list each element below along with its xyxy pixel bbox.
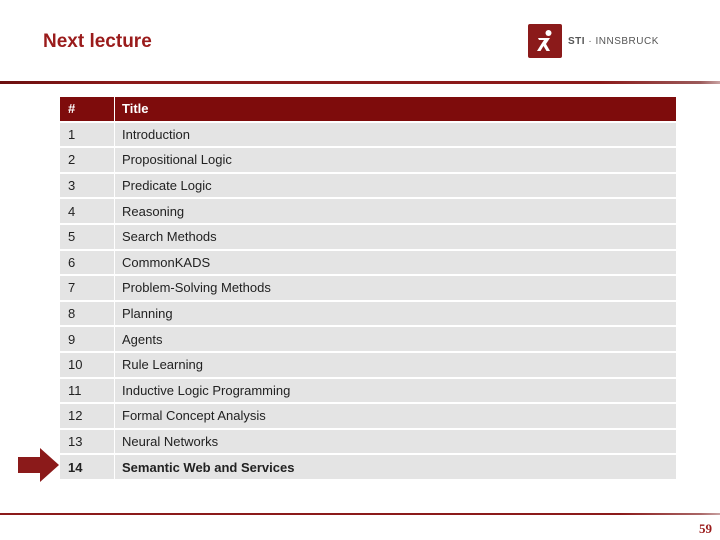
lecture-title: Predicate Logic	[115, 174, 676, 198]
table-row	[60, 148, 676, 172]
lecture-number: 14	[60, 455, 114, 479]
lecture-number: 10	[60, 353, 114, 377]
table-row	[60, 123, 676, 147]
lecture-title: Planning	[115, 302, 676, 326]
lecture-title: Neural Networks	[115, 430, 676, 454]
lecture-title: Propositional Logic	[115, 148, 676, 172]
right-arrow-icon	[18, 446, 60, 484]
lecture-title: Agents	[115, 327, 676, 351]
lecture-number: 6	[60, 251, 114, 275]
lecture-number: 5	[60, 225, 114, 249]
table-row	[60, 276, 676, 300]
lecture-title: Formal Concept Analysis	[115, 404, 676, 428]
bottom-divider	[0, 513, 720, 515]
table-row	[60, 327, 676, 351]
page-number: 59	[699, 521, 712, 536]
logo-separator: ·	[588, 35, 593, 47]
table-row	[60, 225, 676, 249]
table-row	[60, 430, 676, 454]
sti-person-icon	[528, 24, 562, 58]
top-divider	[0, 81, 720, 84]
logo-text	[568, 36, 659, 47]
lecture-number: 9	[60, 327, 114, 351]
lecture-number: 12	[60, 404, 114, 428]
lecture-number: 3	[60, 174, 114, 198]
column-header-title: Title	[115, 97, 676, 121]
logo-location: INNSBRUCK	[595, 35, 659, 47]
sti-logo	[528, 24, 659, 58]
column-header-number: #	[60, 97, 114, 121]
lecture-number: 1	[60, 123, 114, 147]
lecture-number: 11	[60, 379, 114, 403]
lecture-number: 4	[60, 199, 114, 223]
table-row	[60, 251, 676, 275]
table-row	[60, 353, 676, 377]
lecture-title: Inductive Logic Programming	[115, 379, 676, 403]
lecture-title: Rule Learning	[115, 353, 676, 377]
lecture-number: 7	[60, 276, 114, 300]
table-row	[60, 404, 676, 428]
table-header-row	[60, 97, 676, 121]
table-row	[60, 379, 676, 403]
lecture-number: 2	[60, 148, 114, 172]
table-row-current	[60, 455, 676, 479]
lecture-title: Search Methods	[115, 225, 676, 249]
lecture-title: Reasoning	[115, 199, 676, 223]
lecture-number: 13	[60, 430, 114, 454]
lecture-table	[60, 95, 676, 481]
table-row	[60, 174, 676, 198]
lecture-number: 8	[60, 302, 114, 326]
lecture-title: Problem-Solving Methods	[115, 276, 676, 300]
table-row	[60, 199, 676, 223]
lecture-title: Semantic Web and Services	[115, 455, 676, 479]
lecture-title: CommonKADS	[115, 251, 676, 275]
table-row	[60, 302, 676, 326]
lecture-title: Introduction	[115, 123, 676, 147]
logo-brand: STI	[568, 35, 586, 47]
slide-title: Next lecture	[43, 31, 152, 52]
